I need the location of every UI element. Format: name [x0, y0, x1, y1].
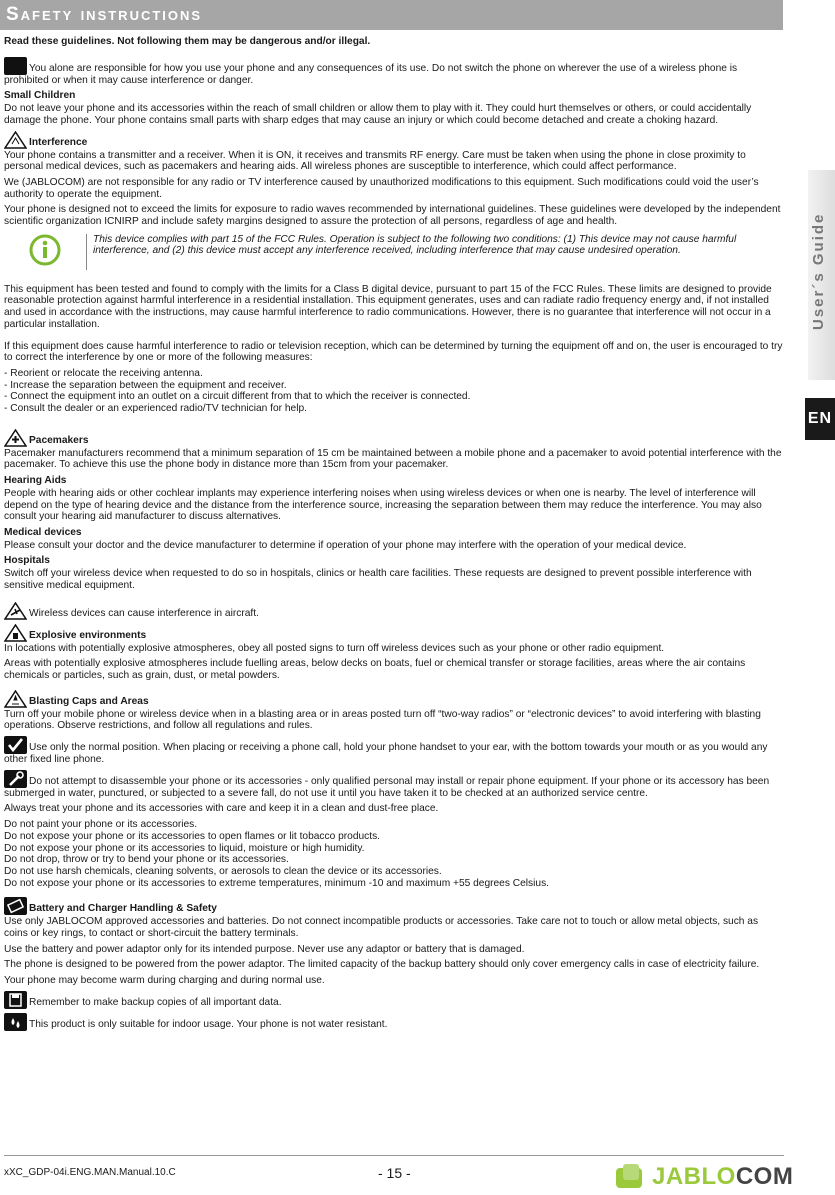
care-item: Do not expose your phone or its accessories to extreme temperatures, minimum -10 and maximum +55 degrees Celsius. — [4, 877, 549, 889]
small-children-text: Do not leave your phone and its accessories within the reach of small children or allow them to play with it. They could hurt themselves or others, or could accidentally damage the phone. Your phone contains small parts with sharp edges that may cause an injury or which could become detached and create a choking hazard. — [4, 103, 752, 126]
hospitals-text: Switch off your wireless device when requested to do so in hospitals, clinics or health care facilities. These requests are designed to prevent possible interference with sensitive medical equipment. — [4, 568, 752, 591]
care-text: Always treat your phone and its accessories with care and keep it in a clean and dust-free place. — [4, 803, 439, 815]
intro-text: Read these guidelines. Not following them may be dangerous and/or illegal. — [4, 36, 371, 47]
pacemakers-text: Pacemaker manufacturers recommend that a minimum separation of 15 cm be maintained between a mobile phone and a pacemaker to avoid potential interference with the pacemaker. To achieve this use the phone body in distance more than 15cm from your pacemaker. — [4, 447, 782, 471]
care-list — [4, 819, 784, 889]
checkmark-icon — [4, 736, 27, 754]
disassemble-row: Do not attempt to disassemble your phone or its accessories - only qualified personal may install or repair phone equipment. If your phone or its accessory has been submerged in water, punctured, or subjected to a severe fall, do not use it until you have taken it to be checked at an authorized service centre. — [4, 770, 784, 800]
hearing-aids-text: People with hearing aids or other cochlear implants may experience interfering noises when using wireless devices or when one is nearby. The level of interference will depend on the type of hearing device and the distance from the interference source, increasing the separation between them may reduce the interference. You may also consult your hearing aid manufacturer to discuss alternatives. — [4, 487, 762, 523]
battery-p1: Use only JABLOCOM approved accessories and batteries. Do not connect incompatible products or accessories. Take care not to touch or allow metal objects, such as coins or key rings, to contact or short-circuit the battery terminals. — [4, 916, 759, 940]
interference-heading-row: Interference — [4, 131, 784, 149]
battery-p3: The phone is designed to be powered from the power adaptor. The limited capacity of the backup battery should only cover emergency calls in case of electricity failure. — [4, 959, 760, 971]
care-item: Do not paint your phone or its accessories. — [4, 819, 198, 831]
measure-item: - Increase the separation between the equipment and receiver. — [4, 379, 287, 391]
logo-wordmark: JABLOCOM — [652, 1163, 794, 1190]
responsible-paragraph: You alone are responsible for how you use your phone and any consequences of its use. Do not switch the phone on wherever the use of a wireless phone is prohibited or when it may cause interference or danger. — [4, 57, 784, 87]
explosive-p1: In locations with potentially explosive atmospheres, obey all posted signs to turn off wireless devices such as your phone or other radio equipment. — [4, 642, 665, 654]
interference-p1: Your phone contains a transmitter and a receiver. When it is ON, it receives and transmits RF energy. Care must be taken when using the phone in close proximity to personal medical devices, such as pacemakers and hearing aids. All wireless phones are susceptible to interference, which could affect performance. — [4, 149, 746, 173]
floppy-disk-icon — [4, 991, 27, 1009]
backup-row: Remember to make backup copies of all important data. — [4, 991, 784, 1009]
jablocom-logo-mark — [614, 1162, 646, 1192]
battery-heading-row: Battery and Charger Handling & Safety — [4, 897, 784, 915]
info-icon — [29, 234, 61, 266]
prohibited-icon — [4, 57, 27, 75]
side-tab-label: User´s Guide — [810, 212, 827, 330]
jablocom-logo — [614, 1160, 793, 1194]
blasting-text: Turn off your mobile phone or wireless device when in a blasting area or in areas posted turn off “two-way radios” or “electronic devices” to avoid interfering with blasting operations. Observe restrictions, and follow all regulations and rules. — [4, 708, 761, 732]
safety-content — [4, 36, 784, 1035]
fcc-notice-box — [4, 234, 784, 270]
explosive-p2: Areas with potentially explosive atmospheres include fuelling areas, below decks on boats, fuel or chemical transfer or storage facilities, areas where the air contains chemicals or particles, such as grain, dust, or metal powders. — [4, 658, 746, 681]
hearing-aids-heading: Hearing Aids — [4, 475, 67, 487]
battery-icon — [4, 897, 27, 915]
footer-divider — [4, 1155, 784, 1156]
page-number: - 15 - — [378, 1165, 411, 1181]
fcc-divider — [86, 234, 87, 270]
aircraft-row: Wireless devices can cause interference in aircraft. — [4, 602, 784, 620]
small-children-heading: Small Children — [4, 90, 76, 102]
care-item: Do not drop, throw or try to bend your phone or its accessories. — [4, 854, 289, 866]
water-drops-icon — [4, 1013, 27, 1031]
section-title: Safety instructions — [6, 4, 203, 25]
interference-icon — [4, 131, 27, 149]
measures-list — [4, 368, 784, 415]
battery-p2: Use the battery and power adaptor only for its intended purpose. Never use any adaptor or battery that is damaged. — [4, 943, 525, 955]
care-item: Do not expose your phone or its accessories to open flames or lit tobacco products. — [4, 830, 381, 842]
explosive-icon — [4, 624, 27, 642]
pacemakers-heading-row: Pacemakers — [4, 429, 784, 447]
battery-p4: Your phone may become warm during charging and during normal use. — [4, 975, 325, 987]
blasting-heading-row: Blasting Caps and Areas — [4, 690, 784, 708]
fcc-notice-text: This device complies with part 15 of the FCC Rules. Operation is subject to the following two conditions: (1) This device may not cause harmful interference, and (2) this device must accept any interference received, including interference that may cause undesired operation. — [93, 233, 737, 257]
class-b-paragraph: This equipment has been tested and found to comply with the limits for a Class B digital device, pursuant to part 15 of the FCC Rules. These limits are designed to provide reasonable protection against harmful interference in a residential installation. This equipment generates, uses and can radiate radio frequency energy and, if not installed and used in accordance with the instructions, may cause harmful interference to radio communications. However, there is no guarantee that interference will not occur in a particular installation. — [4, 283, 772, 330]
blasting-icon — [4, 690, 27, 708]
interference-p3: Your phone is designed not to exceed the limits for exposure to radio waves recommended by international guidelines. These guidelines were developed by the independent scientific organization ICNIRP and include safety margins designed to assure the protection of all persons, regardless of age and health. — [4, 204, 781, 228]
document-code: xXC_GDP-04i.ENG.MAN.Manual.10.C — [4, 1167, 176, 1178]
wrench-icon — [4, 770, 27, 788]
medical-devices-text: Please consult your doctor and the device manufacturer to determine if operation of your phone may interfere with the operation of your medical device. — [4, 539, 687, 551]
explosive-heading-row: Explosive environments — [4, 624, 784, 642]
measure-item: - Reorient or relocate the receiving antenna. — [4, 367, 203, 379]
indoor-row: This product is only suitable for indoor usage. Your phone is not water resistant. — [4, 1013, 784, 1031]
normal-position-row: Use only the normal position. When placing or receiving a phone call, hold your phone handset to your ear, with the bottom towards your mouth or as you would any other fixed line phone. — [4, 736, 784, 766]
measure-item: - Consult the dealer or an experienced radio/TV technician for help. — [4, 403, 307, 415]
pacemaker-icon — [4, 429, 27, 447]
if-interference-paragraph: If this equipment does cause harmful interference to radio or television reception, which can be determined by turning the equipment off and on, the user is encouraged to try to correct the interference by one or more of the following measures: — [4, 340, 783, 364]
interference-p2: We (JABLOCOM) are not responsible for any radio or TV interference caused by unauthorized modifications to this equipment. Such modifications could void the user’s authority to operate the equipment. — [4, 176, 759, 200]
aircraft-icon — [4, 602, 27, 620]
care-item: Do not use harsh chemicals, cleaning solvents, or aerosols to clean the device or its accessories. — [4, 865, 442, 877]
side-tab-users-guide — [808, 170, 835, 380]
section-header-bar — [0, 0, 783, 30]
measure-item: - Connect the equipment into an outlet on a circuit different from that to which the receiver is connected. — [4, 391, 471, 403]
language-tab-en: EN — [805, 398, 835, 440]
care-item: Do not expose your phone or its accessories to liquid, moisture or high humidity. — [4, 842, 365, 854]
medical-devices-heading: Medical devices — [4, 526, 82, 538]
hospitals-heading: Hospitals — [4, 555, 50, 567]
